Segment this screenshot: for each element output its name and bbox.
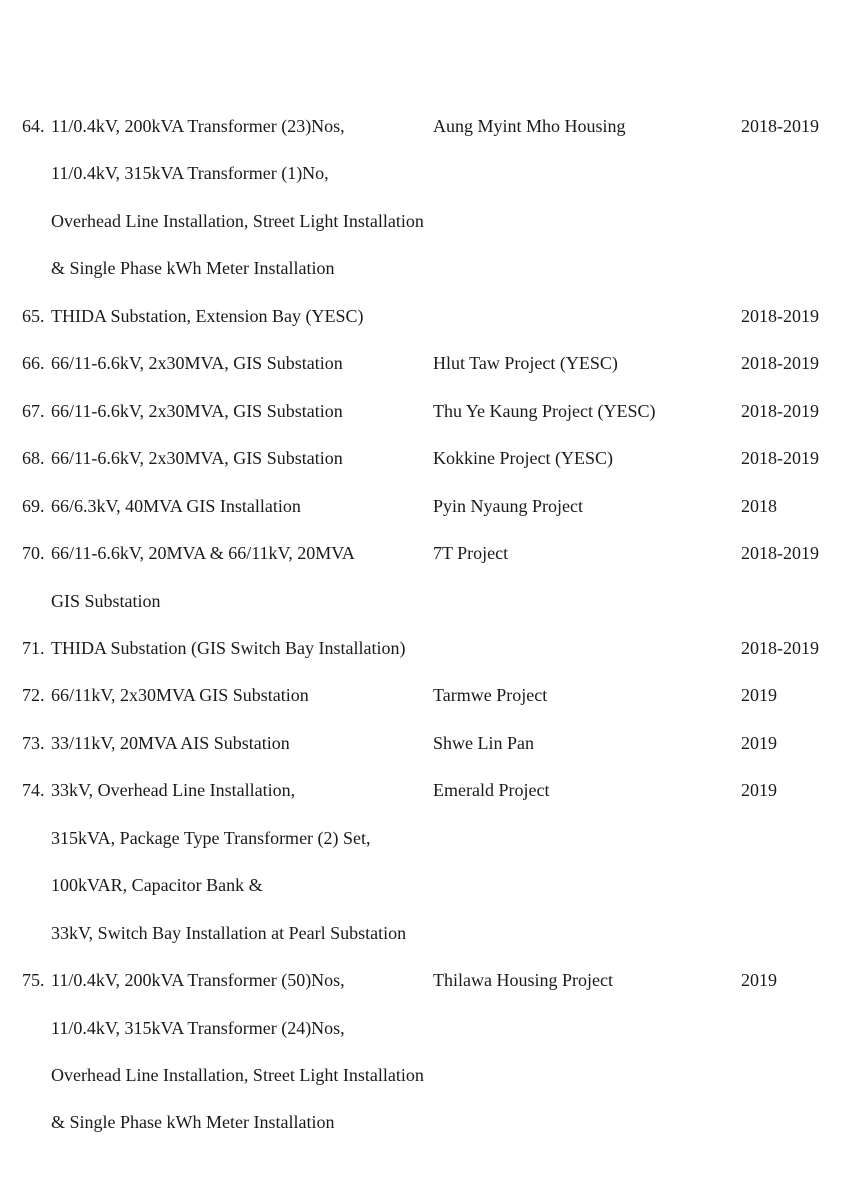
project-number: 74. — [22, 780, 45, 800]
project-year: 2018-2019 — [741, 353, 819, 373]
project-number: 70. — [22, 543, 45, 563]
project-description: 11/0.4kV, 200kVA Transformer (23)Nos, — [51, 116, 345, 136]
project-entry — [0, 445, 849, 471]
project-entry-continuation — [0, 1062, 849, 1088]
project-description: & Single Phase kWh Meter Installation — [51, 1112, 335, 1132]
project-year: 2018-2019 — [741, 116, 819, 136]
project-description: 66/6.3kV, 40MVA GIS Installation — [51, 496, 301, 516]
project-description: 315kVA, Package Type Transformer (2) Set, — [51, 828, 371, 848]
project-year: 2018-2019 — [741, 638, 819, 658]
project-number: 72. — [22, 685, 45, 705]
project-year: 2018 — [741, 496, 777, 516]
project-description: 11/0.4kV, 315kVA Transformer (24)Nos, — [51, 1018, 345, 1038]
project-entry — [0, 398, 849, 424]
project-entry — [0, 493, 849, 519]
project-description: 11/0.4kV, 200kVA Transformer (50)Nos, — [51, 970, 345, 990]
project-location: Kokkine Project (YESC) — [433, 448, 613, 468]
project-description: & Single Phase kWh Meter Installation — [51, 258, 335, 278]
project-year: 2019 — [741, 685, 777, 705]
project-entry — [0, 540, 849, 566]
project-year: 2018-2019 — [741, 448, 819, 468]
project-location: Thilawa Housing Project — [433, 970, 613, 990]
project-location: 7T Project — [433, 543, 509, 563]
project-description: Overhead Line Installation, Street Light Installation — [51, 1065, 424, 1085]
project-number: 66. — [22, 353, 45, 373]
project-location: Shwe Lin Pan — [433, 733, 534, 753]
project-location: Pyin Nyaung Project — [433, 496, 583, 516]
project-description: 66/11-6.6kV, 2x30MVA, GIS Substation — [51, 448, 343, 468]
project-entry-continuation — [0, 160, 849, 186]
project-description: THIDA Substation, Extension Bay (YESC) — [51, 306, 364, 326]
project-description: 66/11-6.6kV, 20MVA & 66/11kV, 20MVA — [51, 543, 355, 563]
project-description: THIDA Substation (GIS Switch Bay Installation) — [51, 638, 406, 658]
project-entry — [0, 635, 849, 661]
project-entry — [0, 350, 849, 376]
project-description: 66/11-6.6kV, 2x30MVA, GIS Substation — [51, 401, 343, 421]
project-year: 2019 — [741, 970, 777, 990]
project-entry-continuation — [0, 1015, 849, 1041]
project-description: Overhead Line Installation, Street Light Installation — [51, 211, 424, 231]
project-number: 67. — [22, 401, 45, 421]
project-location: Tarmwe Project — [433, 685, 548, 705]
project-number: 75. — [22, 970, 45, 990]
project-number: 71. — [22, 638, 45, 658]
project-entry — [0, 682, 849, 708]
project-entry — [0, 967, 849, 993]
project-description: 33kV, Overhead Line Installation, — [51, 780, 296, 800]
project-description: 33/11kV, 20MVA AIS Substation — [51, 733, 290, 753]
project-description: 11/0.4kV, 315kVA Transformer (1)No, — [51, 163, 329, 183]
project-year: 2018-2019 — [741, 543, 819, 563]
project-location: Thu Ye Kaung Project (YESC) — [433, 401, 656, 421]
project-entry-continuation — [0, 208, 849, 234]
project-entry — [0, 730, 849, 756]
project-year: 2018-2019 — [741, 401, 819, 421]
project-entry-continuation — [0, 872, 849, 898]
project-entry-continuation — [0, 1109, 849, 1135]
project-number: 69. — [22, 496, 45, 516]
project-number: 73. — [22, 733, 45, 753]
project-number: 64. — [22, 116, 45, 136]
project-location: Hlut Taw Project (YESC) — [433, 353, 618, 373]
project-number: 65. — [22, 306, 45, 326]
project-entry-continuation — [0, 588, 849, 614]
project-description: 33kV, Switch Bay Installation at Pearl Substation — [51, 923, 407, 943]
project-description: 66/11kV, 2x30MVA GIS Substation — [51, 685, 309, 705]
project-year: 2019 — [741, 780, 777, 800]
project-year: 2018-2019 — [741, 306, 819, 326]
project-entry — [0, 303, 849, 329]
project-description: GIS Substation — [51, 591, 161, 611]
project-entry-continuation — [0, 920, 849, 946]
project-entry — [0, 113, 849, 139]
project-number: 68. — [22, 448, 45, 468]
project-location: Emerald Project — [433, 780, 550, 800]
project-description: 66/11-6.6kV, 2x30MVA, GIS Substation — [51, 353, 343, 373]
project-entry — [0, 777, 849, 803]
project-entry-continuation — [0, 255, 849, 281]
project-location: Aung Myint Mho Housing — [433, 116, 626, 136]
project-year: 2019 — [741, 733, 777, 753]
project-entry-continuation — [0, 825, 849, 851]
project-description: 100kVAR, Capacitor Bank & — [51, 875, 263, 895]
